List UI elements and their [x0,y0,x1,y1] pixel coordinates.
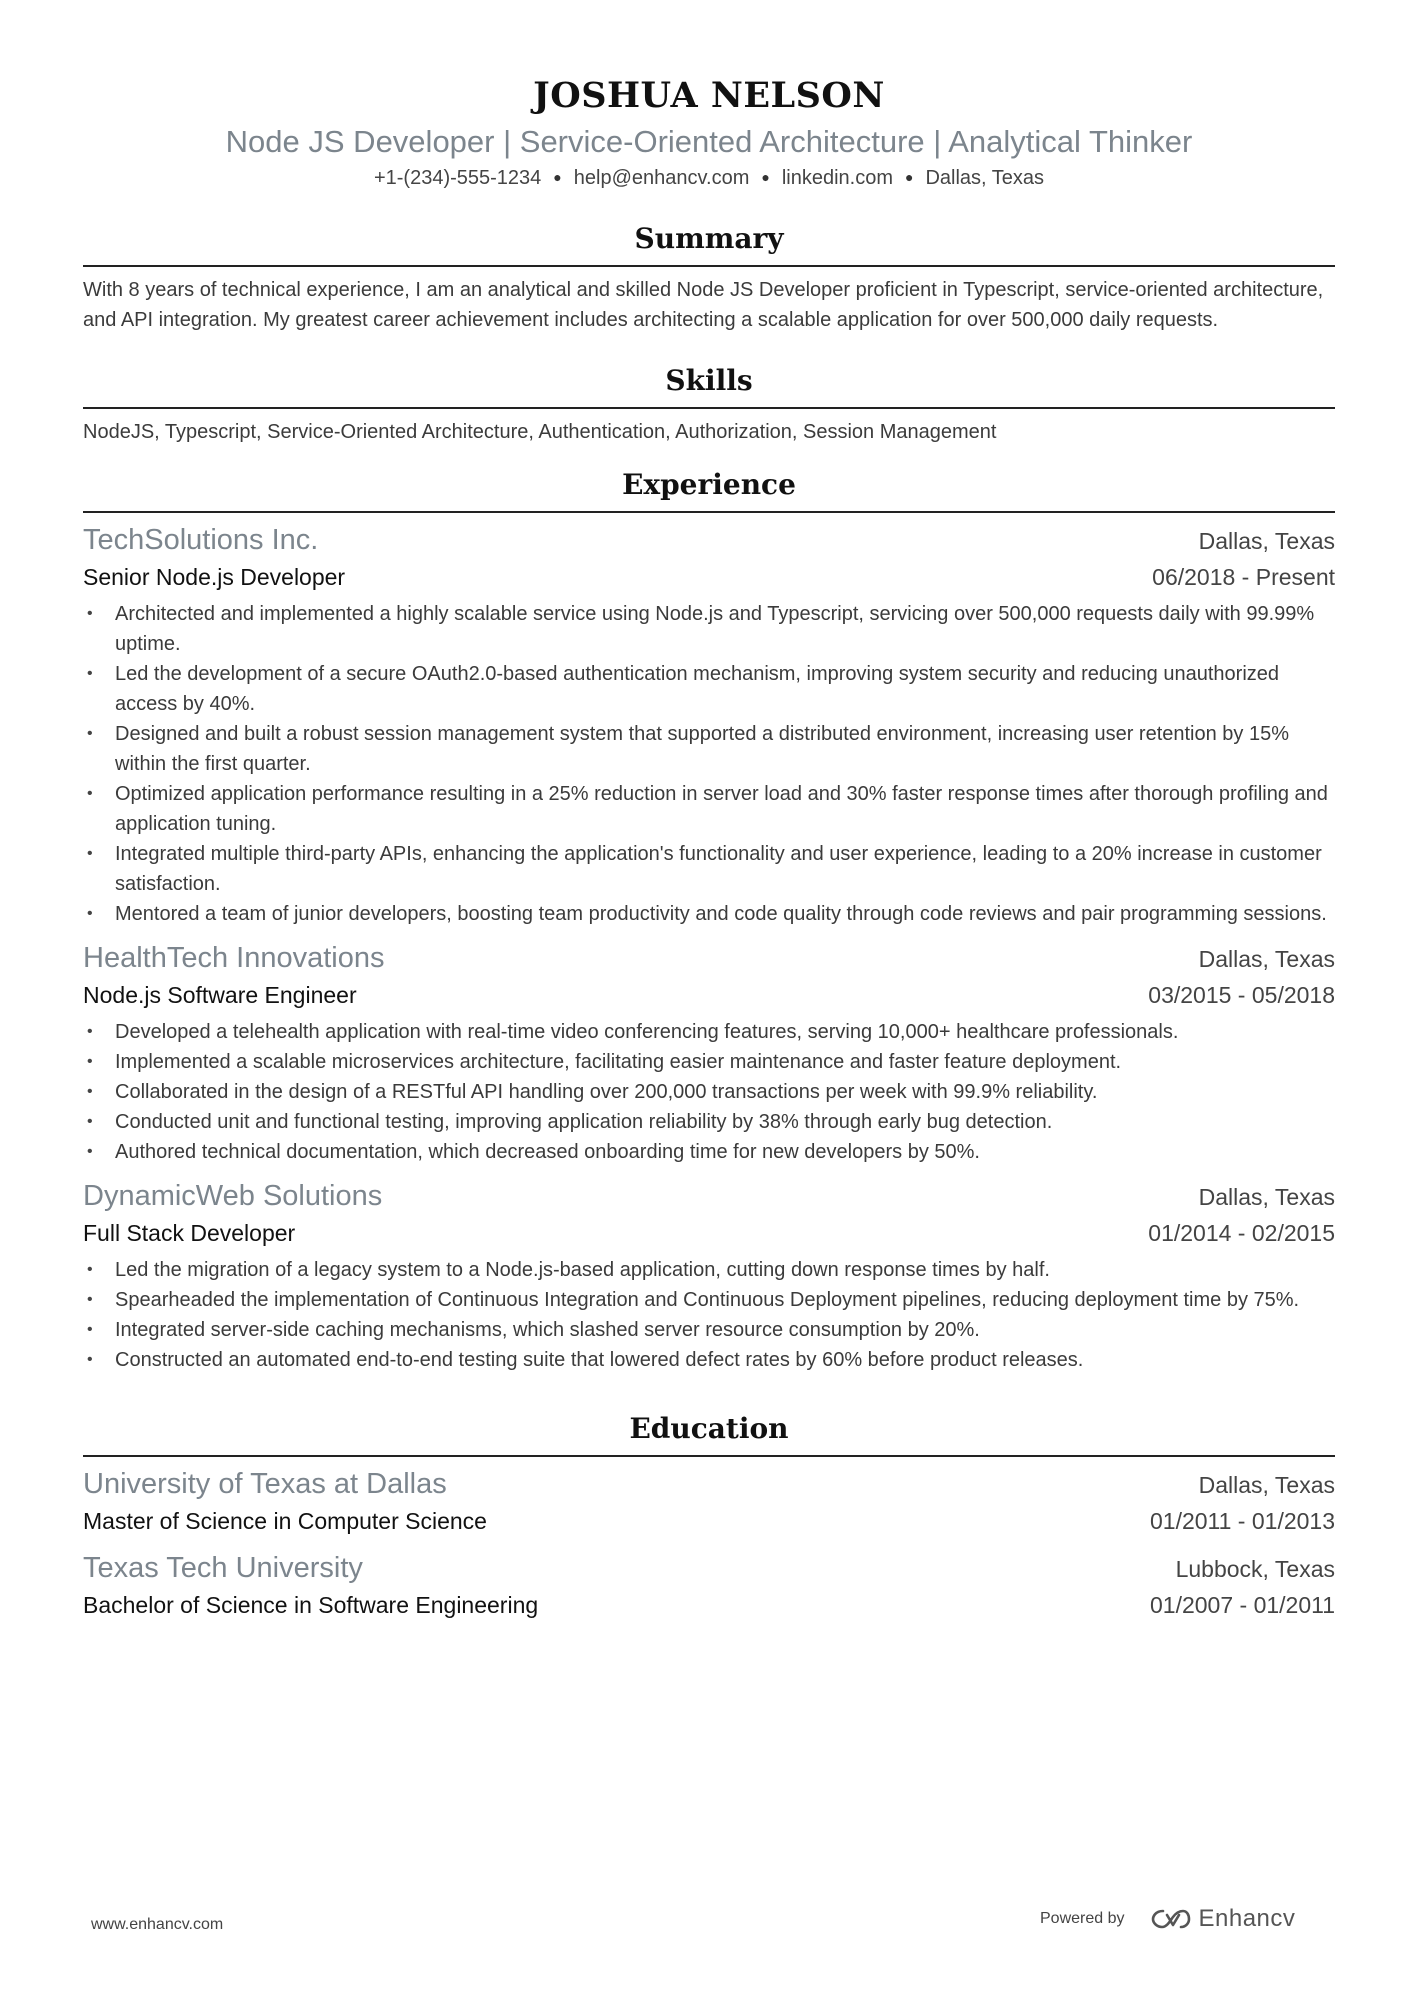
bullet-text: Implemented a scalable microservices architecture, facilitating easier maintenance and faster feature deployment. [115,1051,1122,1073]
school-name: Texas Tech University [83,1552,363,1584]
contact-line [83,162,1335,193]
section-title-summary: Summary [83,197,1335,267]
location: Dallas, Texas [925,167,1045,189]
job-location: Dallas, Texas [1198,528,1335,554]
bullet-text: Constructed an automated end-to-end testing suite that lowered defect rates by 60% before product releases. [115,1349,1084,1371]
bullet-item [83,899,1335,929]
job-location: Dallas, Texas [1198,946,1335,972]
education-entry [83,1465,1335,1539]
company-name: DynamicWeb Solutions [83,1180,383,1212]
bullet-text: Led the development of a secure OAuth2.0-based authentication mechanism, improving system security and reducing unauthorized access by 40%. [115,663,1280,715]
job-entry [83,1177,1335,1375]
bullet-item [83,1047,1335,1077]
bullet-item [83,1077,1335,1107]
skills-section [83,339,1335,447]
bullet-text: Integrated server-side caching mechanisms, which slashed server resource consumption by 20%. [115,1319,980,1341]
education-dates: 01/2007 - 01/2011 [1149,1592,1335,1618]
bullet-dot: • [87,1053,93,1070]
resume-page [83,70,1335,1623]
summary-section [83,197,1335,335]
bullet-text: Led the migration of a legacy system to a Node.js-based application, cutting down response times by half. [115,1259,1050,1281]
candidate-name: JOSHUA NELSON [533,75,885,116]
section-title-skills: Skills [83,339,1335,409]
bullet-item [83,1107,1335,1137]
job-title: Senior Node.js Developer [83,564,346,590]
enhancv-logo[interactable] [1149,1905,1296,1933]
bullet-item [83,1345,1335,1375]
bullet-dot: • [87,1261,93,1278]
bullet-item [83,1285,1335,1315]
summary-text: With 8 years of technical experience, I am an analytical and skilled Node JS Developer proficient in Typescript, service-oriented architecture, and API integration. My greatest career achievement includes architecting a scalable application for over 500,000 daily requests. [83,279,1324,331]
powered-by-label: Powered by [1040,1910,1125,1927]
section-title-education: Education [83,1387,1335,1457]
section-title-experience: Experience [83,443,1335,513]
enhancv-logo-icon [1149,1907,1193,1931]
separator-dot: ● [553,169,562,185]
bullet-dot: • [87,785,93,802]
job-dates: 03/2015 - 05/2018 [1148,982,1335,1008]
separator-dot: ● [761,169,770,185]
headline: Node JS Developer | Service-Oriented Architecture | Analytical Thinker [225,124,1193,159]
job-entry [83,939,1335,1167]
bullet-item [83,1137,1335,1167]
bullet-item [83,1017,1335,1047]
job-bullets [83,599,1335,929]
job-dates: 06/2018 - Present [1152,564,1335,590]
bullet-dot: • [87,1083,93,1100]
bullet-dot: • [87,1143,93,1160]
enhancv-logo-text: Enhancv [1198,1905,1296,1932]
job-title: Node.js Software Engineer [83,982,357,1008]
bullet-text: Spearheaded the implementation of Continuous Integration and Continuous Deployment pipelines, reducing deployment time by 75%. [115,1289,1300,1311]
bullet-dot: • [87,905,93,922]
company-name: TechSolutions Inc. [83,524,319,556]
job-title: Full Stack Developer [83,1220,296,1246]
bullet-dot: • [87,1023,93,1040]
bullet-dot: • [87,665,93,682]
bullet-item [83,779,1335,839]
job-location: Dallas, Texas [1198,1184,1335,1210]
footer-branding [1040,1905,1295,1933]
school-location: Dallas, Texas [1198,1472,1335,1498]
bullet-dot: • [87,1113,93,1130]
separator-dot: ● [905,169,914,185]
bullet-dot: • [87,1321,93,1338]
bullet-item [83,1315,1335,1345]
bullet-dot: • [87,725,93,742]
bullet-dot: • [87,1351,93,1368]
degree: Master of Science in Computer Science [83,1508,487,1534]
bullet-text: Designed and built a robust session management system that supported a distributed environment, increasing user retention by 15% within the first quarter. [115,723,1290,775]
education-section [83,1387,1335,1623]
company-name: HealthTech Innovations [83,942,385,974]
phone: +1-(234)-555-1234 [373,167,542,189]
job-bullets [83,1255,1335,1375]
bullet-item [83,599,1335,659]
bullet-dot: • [87,605,93,622]
bullet-item [83,1255,1335,1285]
linkedin-link[interactable]: linkedin.com [781,167,893,189]
skills-text: NodeJS, Typescript, Service-Oriented Architecture, Authentication, Authorization, Session Management [83,421,997,443]
bullet-text: Mentored a team of junior developers, boosting team productivity and code quality through code reviews and pair programming sessions. [115,903,1327,925]
bullet-text: Developed a telehealth application with real-time video conferencing features, serving 10,000+ healthcare professionals. [115,1021,1179,1043]
degree: Bachelor of Science in Software Engineering [83,1592,539,1618]
bullet-text: Architected and implemented a highly scalable service using Node.js and Typescript, servicing over 500,000 requests daily with 99.99% uptime. [115,603,1315,655]
email-link[interactable]: help@enhancv.com [573,167,750,189]
bullet-dot: • [87,1291,93,1308]
bullet-item [83,659,1335,719]
bullet-item [83,719,1335,779]
footer-website-link[interactable]: www.enhancv.com [91,1916,224,1933]
bullet-text: Conducted unit and functional testing, improving application reliability by 38% through early bug detection. [115,1111,1053,1133]
school-name: University of Texas at Dallas [83,1468,447,1500]
bullet-text: Optimized application performance resulting in a 25% reduction in server load and 30% faster response times after thorough profiling and application tuning. [115,783,1328,835]
experience-section [83,443,1335,1375]
job-entry [83,521,1335,929]
job-bullets [83,1017,1335,1167]
bullet-text: Collaborated in the design of a RESTful API handling over 200,000 transactions per week with 99.9% reliability. [115,1081,1098,1103]
bullet-item [83,839,1335,899]
education-entry [83,1549,1335,1623]
job-dates: 01/2014 - 02/2015 [1148,1220,1335,1246]
bullet-dot: • [87,845,93,862]
school-location: Lubbock, Texas [1175,1556,1335,1582]
education-dates: 01/2011 - 01/2013 [1149,1508,1335,1534]
bullet-text: Authored technical documentation, which decreased onboarding time for new developers by 50%. [115,1141,980,1163]
bullet-text: Integrated multiple third-party APIs, enhancing the application's functionality and user experience, leading to a 20% increase in customer satisfaction. [115,843,1322,895]
